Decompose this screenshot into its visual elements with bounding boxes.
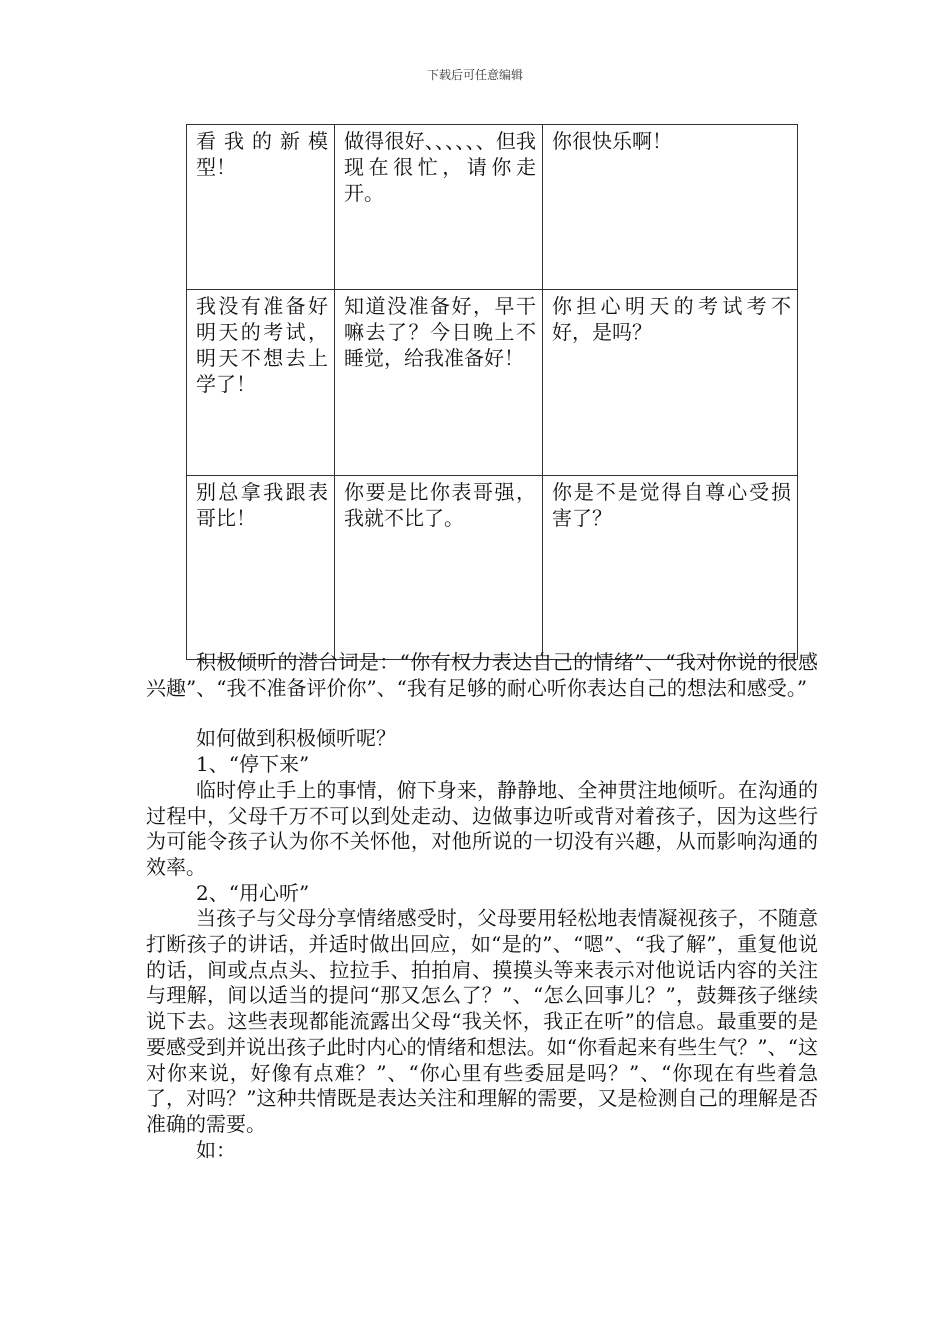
- paragraph-example-intro: 如：: [196, 1137, 236, 1162]
- table-cell: 你要是比你表哥强，我就不比了。: [335, 476, 543, 660]
- dialogue-table: [186, 124, 798, 660]
- table-row: [187, 125, 798, 290]
- table-cell: 别总拿我跟表哥比！: [187, 476, 335, 660]
- paragraph-subtext: 积极倾听的潜台词是：“你有权力表达自己的情绪”、“我对你说的很感兴趣”、“我不准备评价你”、“我有足够的耐心听你表达自己的想法和感受。”: [146, 650, 818, 700]
- paragraph-gap: [146, 701, 818, 726]
- table-cell: 知道没准备好，早干嘛去了？今日晚上不睡觉，给我准备好！: [335, 290, 543, 476]
- table-row: [187, 476, 798, 660]
- table-row: [187, 290, 798, 476]
- page-header: 下载后可任意编辑: [426, 68, 523, 82]
- paragraph-listen: 当孩子与父母分享情绪感受时，父母要用轻松地表情凝视孩子，不随意打断孩子的讲话，并适时做出回应，如“是的”、“嗯”、“我了解”，重复他说的话，间或点点头、拉拉手、拍拍肩、摸摸头等来表示对他说话内容的关注与理解，间以适当的提问“那又怎么了？”、“怎么回事儿？”，鼓舞孩子继续说下去。这些表现都能流露出父母“我关怀，我正在听”的信息。最重要的是要感受到并说出孩子此时内心的情绪和想法。如“你看起来有些生气？”、“这对你来说，好像有点难？”、“你心里有些委屈是吗？”、“你现在有些着急了，对吗？”这种共情既是表达关注和理解的需要，又是检测自己的理解是否准确的需要。: [146, 906, 818, 1136]
- heading-stop: 1、“停下来”: [196, 752, 310, 777]
- body-text: [146, 650, 818, 1163]
- table-cell: 你很快乐啊！: [543, 125, 798, 290]
- table-cell: 做得很好、、、、、、但我现在很忙，请你走开。: [335, 125, 543, 290]
- heading-listen: 2、“用心听”: [196, 880, 310, 905]
- table-cell: 你是不是觉得自尊心受损害了？: [543, 476, 798, 660]
- paragraph-question: 如何做到积极倾听呢？: [196, 726, 396, 751]
- table-cell: 你担心明天的考试考不好，是吗？: [543, 290, 798, 476]
- table-cell: 看我的新模型！: [187, 125, 335, 290]
- table-cell: 我没有准备好明天的考试，明天不想去上学了！: [187, 290, 335, 476]
- paragraph-stop: 临时停止手上的事情，俯下身来，静静地、全神贯注地倾听。在沟通的过程中，父母千万不可以到处走动、边做事边听或背对着孩子，因为这些行为可能令孩子认为你不关怀他，对他所说的一切没有兴趣，从而影响沟通的效率。: [146, 777, 818, 879]
